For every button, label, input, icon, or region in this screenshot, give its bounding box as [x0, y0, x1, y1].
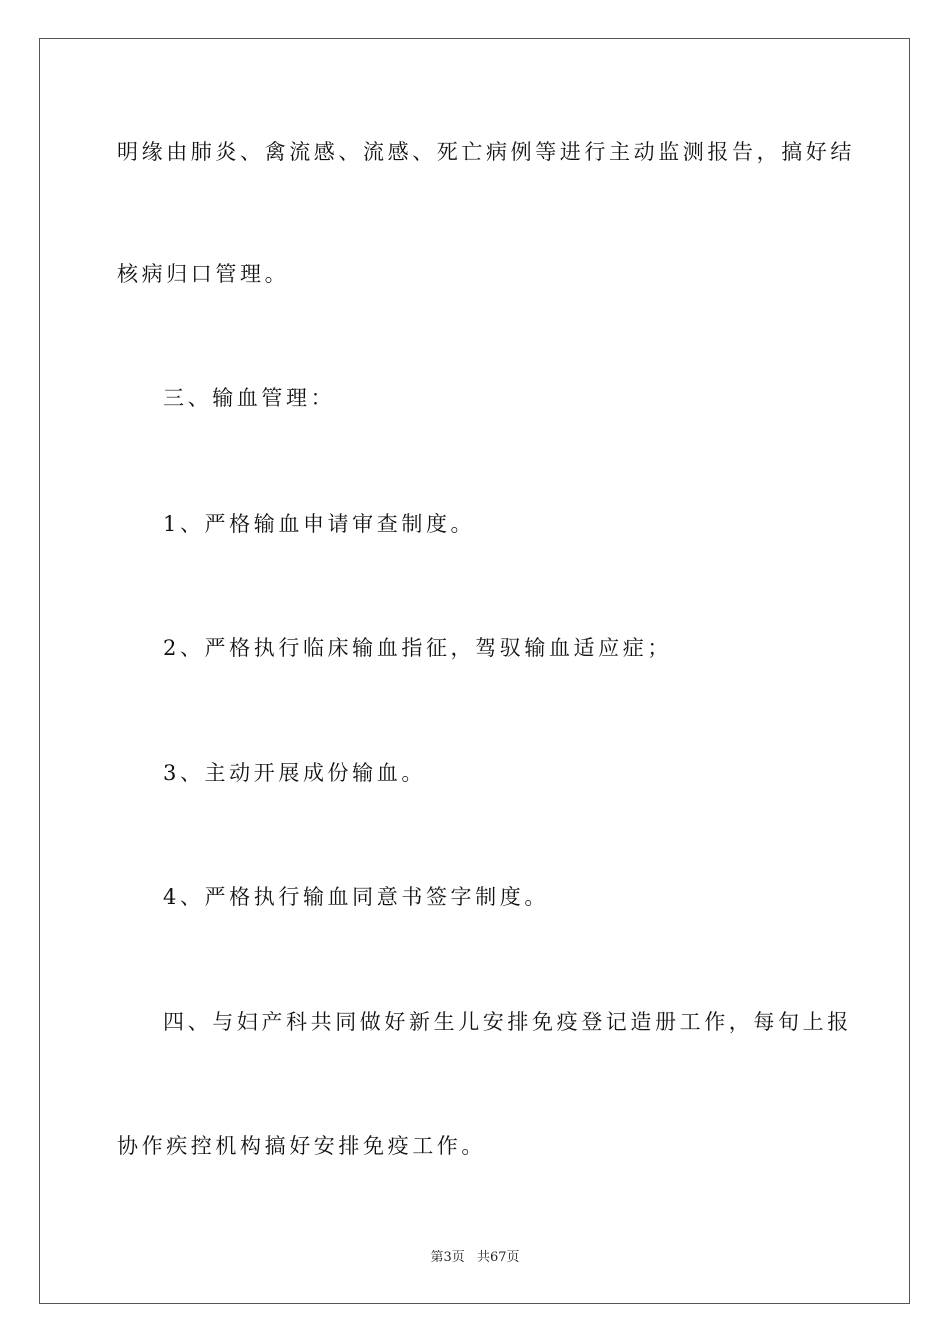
list-item-2: 2、严格执行临床输血指征，驾驭输血适应症；	[163, 636, 672, 660]
list-item-1: 1、严格输血申请审查制度。	[163, 512, 476, 536]
body-text-line-1: 明缘由肺炎、禽流感、流感、死亡病例等进行主动监测报告，搞好结	[117, 140, 855, 164]
list-item-4: 4、严格执行输血同意书签字制度。	[163, 885, 549, 909]
list-item-3: 3、主动开展成份输血。	[163, 761, 426, 785]
page-total: 共67页	[476, 1250, 520, 1265]
body-text-line-2: 核病归口管理。	[117, 262, 290, 286]
page-border	[39, 38, 910, 1304]
page-footer	[0, 1246, 950, 1265]
body-text-line-9: 协作疾控机构搞好安排免疫工作。	[117, 1134, 486, 1158]
section-heading-3: 三、输血管理：	[163, 386, 336, 410]
page-number: 第3页	[430, 1250, 465, 1265]
section-heading-4: 四、与妇产科共同做好新生儿安排免疫登记造册工作，每旬上报	[163, 1010, 852, 1034]
